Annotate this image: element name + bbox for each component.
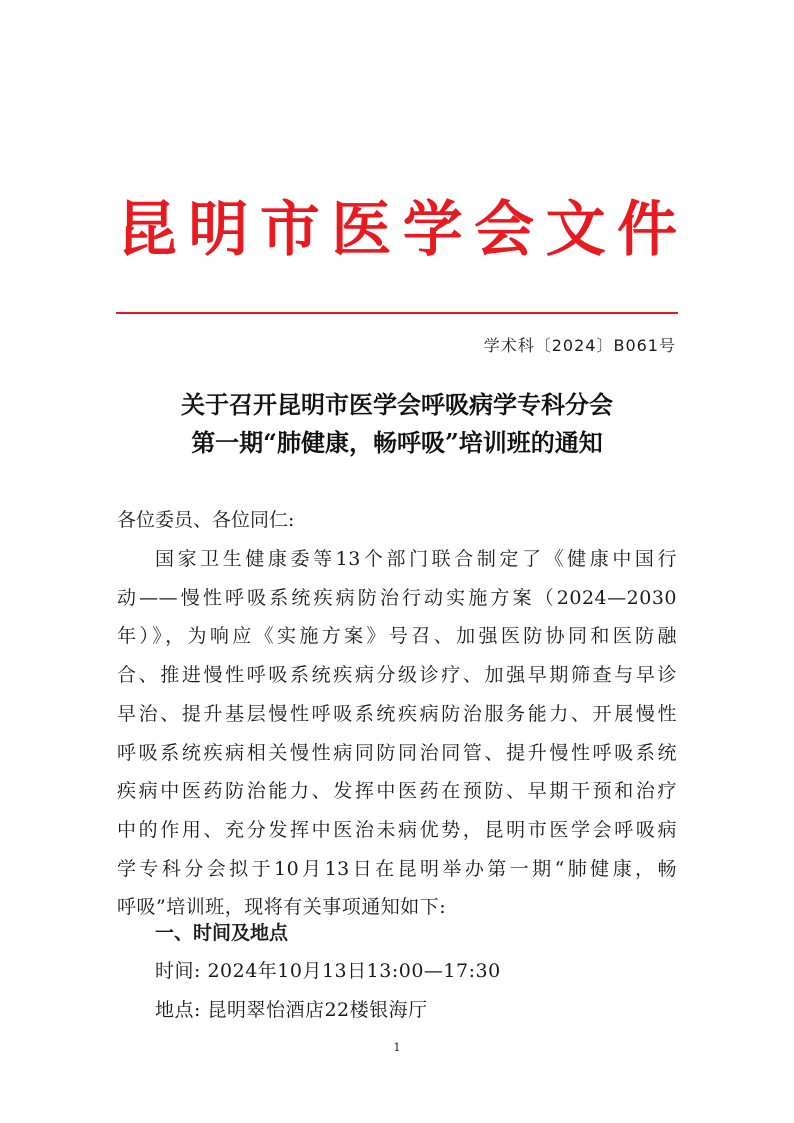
document-title <box>117 386 677 462</box>
body-line: 国家卫生健康委等13个部门联合制定了《健康中国行 <box>155 548 677 570</box>
body-line: 中的作用、充分发挥中医治未病优势，昆明市医学会呼吸病 <box>117 818 677 841</box>
page-number: 1 <box>393 1041 401 1054</box>
masthead-red-rule <box>116 312 678 314</box>
body-line: 疾病中医药防治能力、发挥中医药在预防、早期干预和治疗 <box>117 780 677 803</box>
body-line: 早治、提升基层慢性呼吸系统疾病防治服务能力、开展慢性 <box>117 702 677 725</box>
document-title-line-2: 第一期“肺健康，畅呼吸”培训班的通知 <box>191 428 603 457</box>
body-line: 呼吸”培训班，现将有关事项通知如下: <box>117 896 447 919</box>
document-title-line-1: 关于召开昆明市医学会呼吸病学专科分会 <box>181 390 613 419</box>
event-location: 地点: 昆明翠怡酒店22楼银海厅 <box>155 999 428 1021</box>
salutation: 各位委员、各位同仁: <box>117 509 295 531</box>
masthead-title: 昆明市医学会文件 <box>117 195 677 265</box>
document-number: 学术科〔2024〕B061号 <box>483 336 676 355</box>
section-heading: 一、时间及地点 <box>155 922 289 944</box>
body-paragraph <box>117 540 677 927</box>
event-time: 时间: 2024年10月13日13:00—17:30 <box>155 960 501 982</box>
body-line: 合、推进慢性呼吸系统疾病分级诊疗、加强早期筛查与早诊 <box>117 664 677 687</box>
body-line: 学专科分会拟于10月13日在昆明举办第一期“肺健康，畅 <box>117 857 677 880</box>
body-line: 年）》，为响应《实施方案》号召、加强医防协同和医防融 <box>117 625 677 648</box>
body-line: 呼吸系统疾病相关慢性病同防同治同管、提升慢性呼吸系统 <box>117 741 677 764</box>
body-line: 动——慢性呼吸系统疾病防治行动实施方案（2024—2030 <box>117 586 677 609</box>
